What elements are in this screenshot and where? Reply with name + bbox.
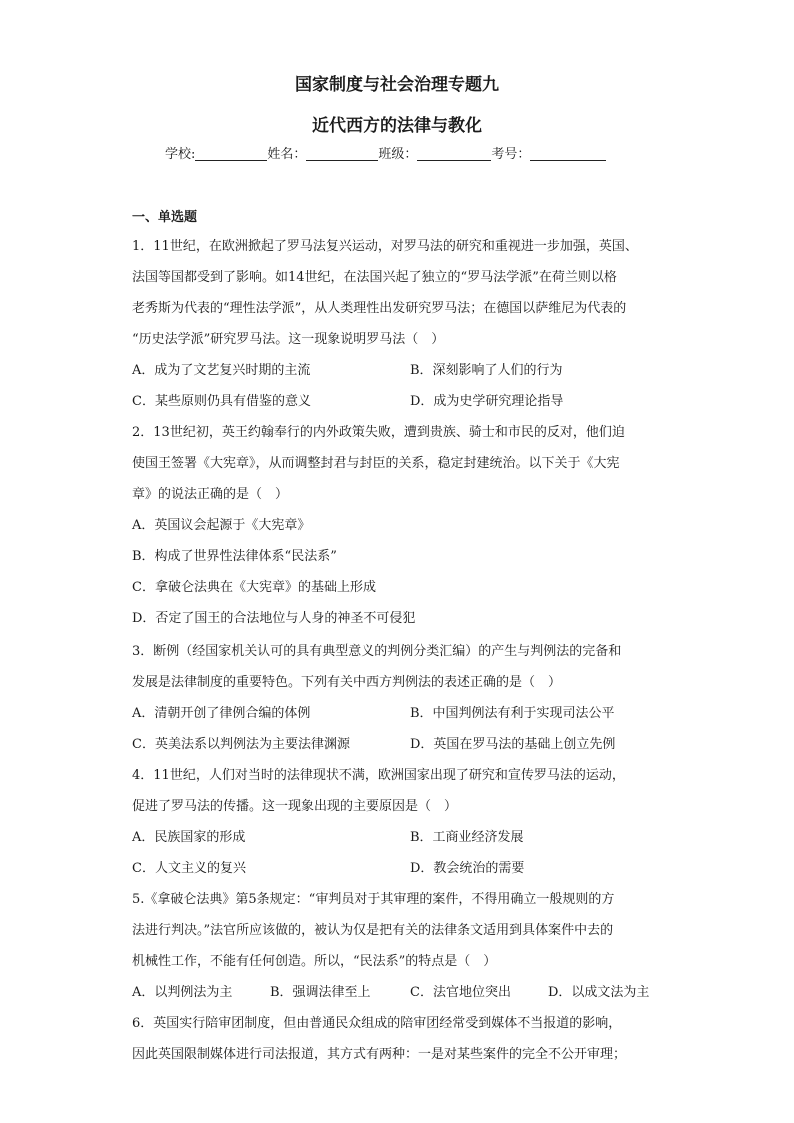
page-title: 国家制度与社会治理专题九 [295,75,499,95]
question-3-option-d[interactable]: D．英国在罗马法的基础上创立先例 [410,737,616,752]
question-4-option-c[interactable]: C．人文主义的复兴 [132,861,246,876]
question-5-option-a[interactable]: A．以判例法为主 [132,985,233,1000]
question-2-option-a[interactable]: A．英国议会起源于《大宪章》 [132,518,311,533]
question-6-line-1: 6．英国实行陪审团制度，但由普通民众组成的陪审团经常受到媒体不当报道的影响， [132,1016,622,1031]
question-3-line-2: 发展是法律制度的重要特色。下列有关中西方判例法的表述正确的是（ ） [132,675,562,690]
question-3-option-c[interactable]: C．英美法系以判例法为主要法律渊源 [132,737,350,752]
question-1-option-c[interactable]: C．某些原则仍具有借鉴的意义 [132,394,311,409]
question-1-line-4: “历史法学派”研究罗马法。这一现象说明罗马法（ ） [132,332,445,347]
class-field[interactable] [417,146,491,161]
school-field[interactable] [195,146,267,161]
class-label: 班级： [378,147,418,162]
school-label: 学校: [165,147,196,162]
student-info-row [165,143,606,162]
question-1-option-a[interactable]: A．成为了文艺复兴时期的主流 [132,363,311,378]
question-2-option-c[interactable]: C．拿破仑法典在《大宪章》的基础上形成 [132,580,376,595]
question-3-option-b[interactable]: B．中国判例法有利于实现司法公平 [410,706,615,721]
question-5-option-c[interactable]: C．法官地位突出 [410,985,511,1000]
name-field[interactable] [306,146,378,161]
question-2-option-b[interactable]: B．构成了世界性法律体系“民法系” [132,549,337,564]
question-4-line-1: 4．11世纪，人们对当时的法律现状不满，欧洲国家出现了研究和宣传罗马法的运动， [132,768,625,783]
question-4-line-2: 促进了罗马法的传播。这一现象出现的主要原因是（ ） [132,799,458,814]
question-1-option-b[interactable]: B．深刻影响了人们的行为 [410,363,563,378]
name-label: 姓名： [267,147,307,162]
question-2-line-3: 章》的说法正确的是（ ） [132,487,289,502]
page-subtitle: 近代西方的法律与教化 [312,116,482,136]
question-5-line-1: 5.《拿破仑法典》第5条规定：“审判员对于其审理的案件，不得用确立一般规则的方 [132,892,615,907]
question-2-option-d[interactable]: D．否定了国王的合法地位与人身的神圣不可侵犯 [132,611,416,626]
question-5-line-3: 机械性工作，不能有任何创造。所以，“民法系”的特点是（ ） [132,954,497,969]
question-1-line-1: 1．11世纪，在欧洲掀起了罗马法复兴运动，对罗马法的研究和重视进一步加强，英国、 [132,239,638,254]
section-title: 一、单选题 [132,210,198,225]
question-1-line-3: 老秀斯为代表的“理性法学派”，从人类理性出发研究罗马法；在德国以萨维尼为代表的 [132,301,627,316]
question-1-line-2: 法国等国都受到了影响。如14世纪，在法国兴起了独立的“罗马法学派”在荷兰则以格 [132,270,617,285]
question-3-line-1: 3．断例（经国家机关认可的具有典型意义的判例分类汇编）的产生与判例法的完备和 [132,644,622,659]
number-label: 考号： [491,147,531,162]
question-5-option-d[interactable]: D．以成文法为主 [548,985,650,1000]
question-4-option-a[interactable]: A．民族国家的形成 [132,830,246,845]
question-1-option-d[interactable]: D．成为史学研究理论指导 [410,394,564,409]
question-4-option-d[interactable]: D．教会统治的需要 [410,861,525,876]
question-4-option-b[interactable]: B．工商业经济发展 [410,830,524,845]
question-2-line-1: 2．13世纪初，英王约翰奉行的内外政策失败，遭到贵族、骑士和市民的反对，他们迫 [132,425,625,440]
question-6-line-2: 因此英国限制媒体进行司法报道，其方式有两种：一是对某些案件的完全不公开审理； [132,1047,627,1062]
question-3-option-a[interactable]: A．清朝开创了律例合编的体例 [132,706,311,721]
question-2-line-2: 使国王签署《大宪章》，从而调整封君与封臣的关系，稳定封建统治。以下关于《大宪 [132,456,620,471]
question-5-option-b[interactable]: B．强调法律至上 [270,985,371,1000]
question-5-line-2: 法进行判决。”法官所应该做的，被认为仅是把有关的法律条文适用到具体案件中去的 [132,923,614,938]
number-field[interactable] [530,146,606,161]
